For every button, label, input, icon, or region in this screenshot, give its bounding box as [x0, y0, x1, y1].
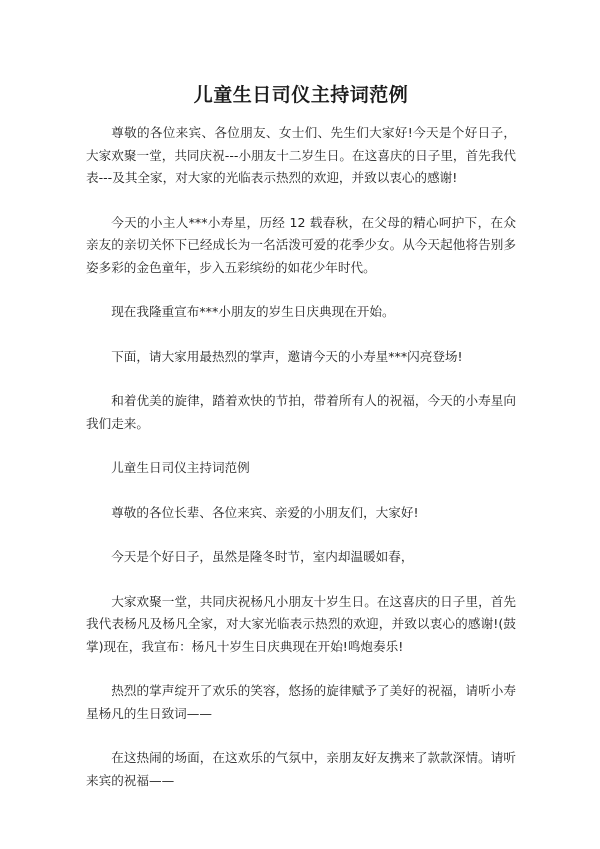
paragraph-gap	[86, 658, 516, 680]
paragraph-guest-wishes: 在这热闹的场面，在这欢乐的气氛中，亲朋友好友携来了款款深情。请听来宾的祝福——	[86, 750, 516, 788]
paragraph-gap	[86, 480, 516, 502]
paragraph-gap	[86, 324, 516, 346]
paragraph-gap	[86, 279, 516, 301]
paragraph-host-intro: 今天的小主人***小寿星，历经 12 载春秋，在父母的精心呵护下，在众亲友的亲切关怀下已经成长为一名活泼可爱的花季少女。从今天起他将告别多姿多彩的金色童年，步入五彩缤纷的如花少年时代。	[86, 214, 516, 275]
paragraph-melody: 和着优美的旋律，踏着欢快的节拍，带着所有人的祝福，今天的小寿星向我们走来。	[86, 393, 516, 431]
paragraph-gap	[86, 524, 516, 546]
paragraph-gap	[86, 190, 516, 212]
paragraph-welcome: 尊敬的各位来宾、各位朋友、女士们、先生们大家好!今天是个好日子，大家欢聚一堂，共同庆祝---小朋友十二岁生日。在这喜庆的日子里，首先我代表---及其全家，对大家的光临表示热烈的欢迎，并致以衷心的感谢!	[86, 125, 516, 185]
paragraph-speech: 热烈的掌声绽开了欢乐的笑容，悠扬的旋律赋予了美好的祝福，请听小寿星杨凡的生日致词——	[86, 683, 516, 721]
section-subtitle: 儿童生日司仪主持词范例	[111, 460, 250, 475]
paragraph-celebrate: 大家欢聚一堂，共同庆祝杨凡小朋友十岁生日。在这喜庆的日子里，首先我代表杨凡及杨凡全家，对大家光临表示热烈的欢迎，并致以衷心的感谢!(鼓掌)现在，我宣布：杨凡十岁生日庆典现在开始!鸣炮奏乐!	[86, 593, 516, 654]
paragraph-applause: 下面，请大家用最热烈的掌声，邀请今天的小寿星***闪亮登场!	[111, 348, 463, 364]
paragraph-greeting: 尊敬的各位长辈、各位来宾、亲爱的小朋友们，大家好!	[111, 504, 419, 520]
paragraph-gap	[86, 569, 516, 591]
paragraph-good-day: 今天是个好日子，虽然是隆冬时节，室内却温暖如春，	[111, 549, 414, 564]
document-title: 儿童生日司仪主持词范例	[193, 84, 409, 106]
paragraph-gap	[86, 435, 516, 457]
paragraph-announce: 现在我隆重宣布***小朋友的岁生日庆典现在开始。	[111, 304, 395, 319]
paragraph-gap	[86, 368, 516, 390]
paragraph-gap	[86, 725, 516, 747]
